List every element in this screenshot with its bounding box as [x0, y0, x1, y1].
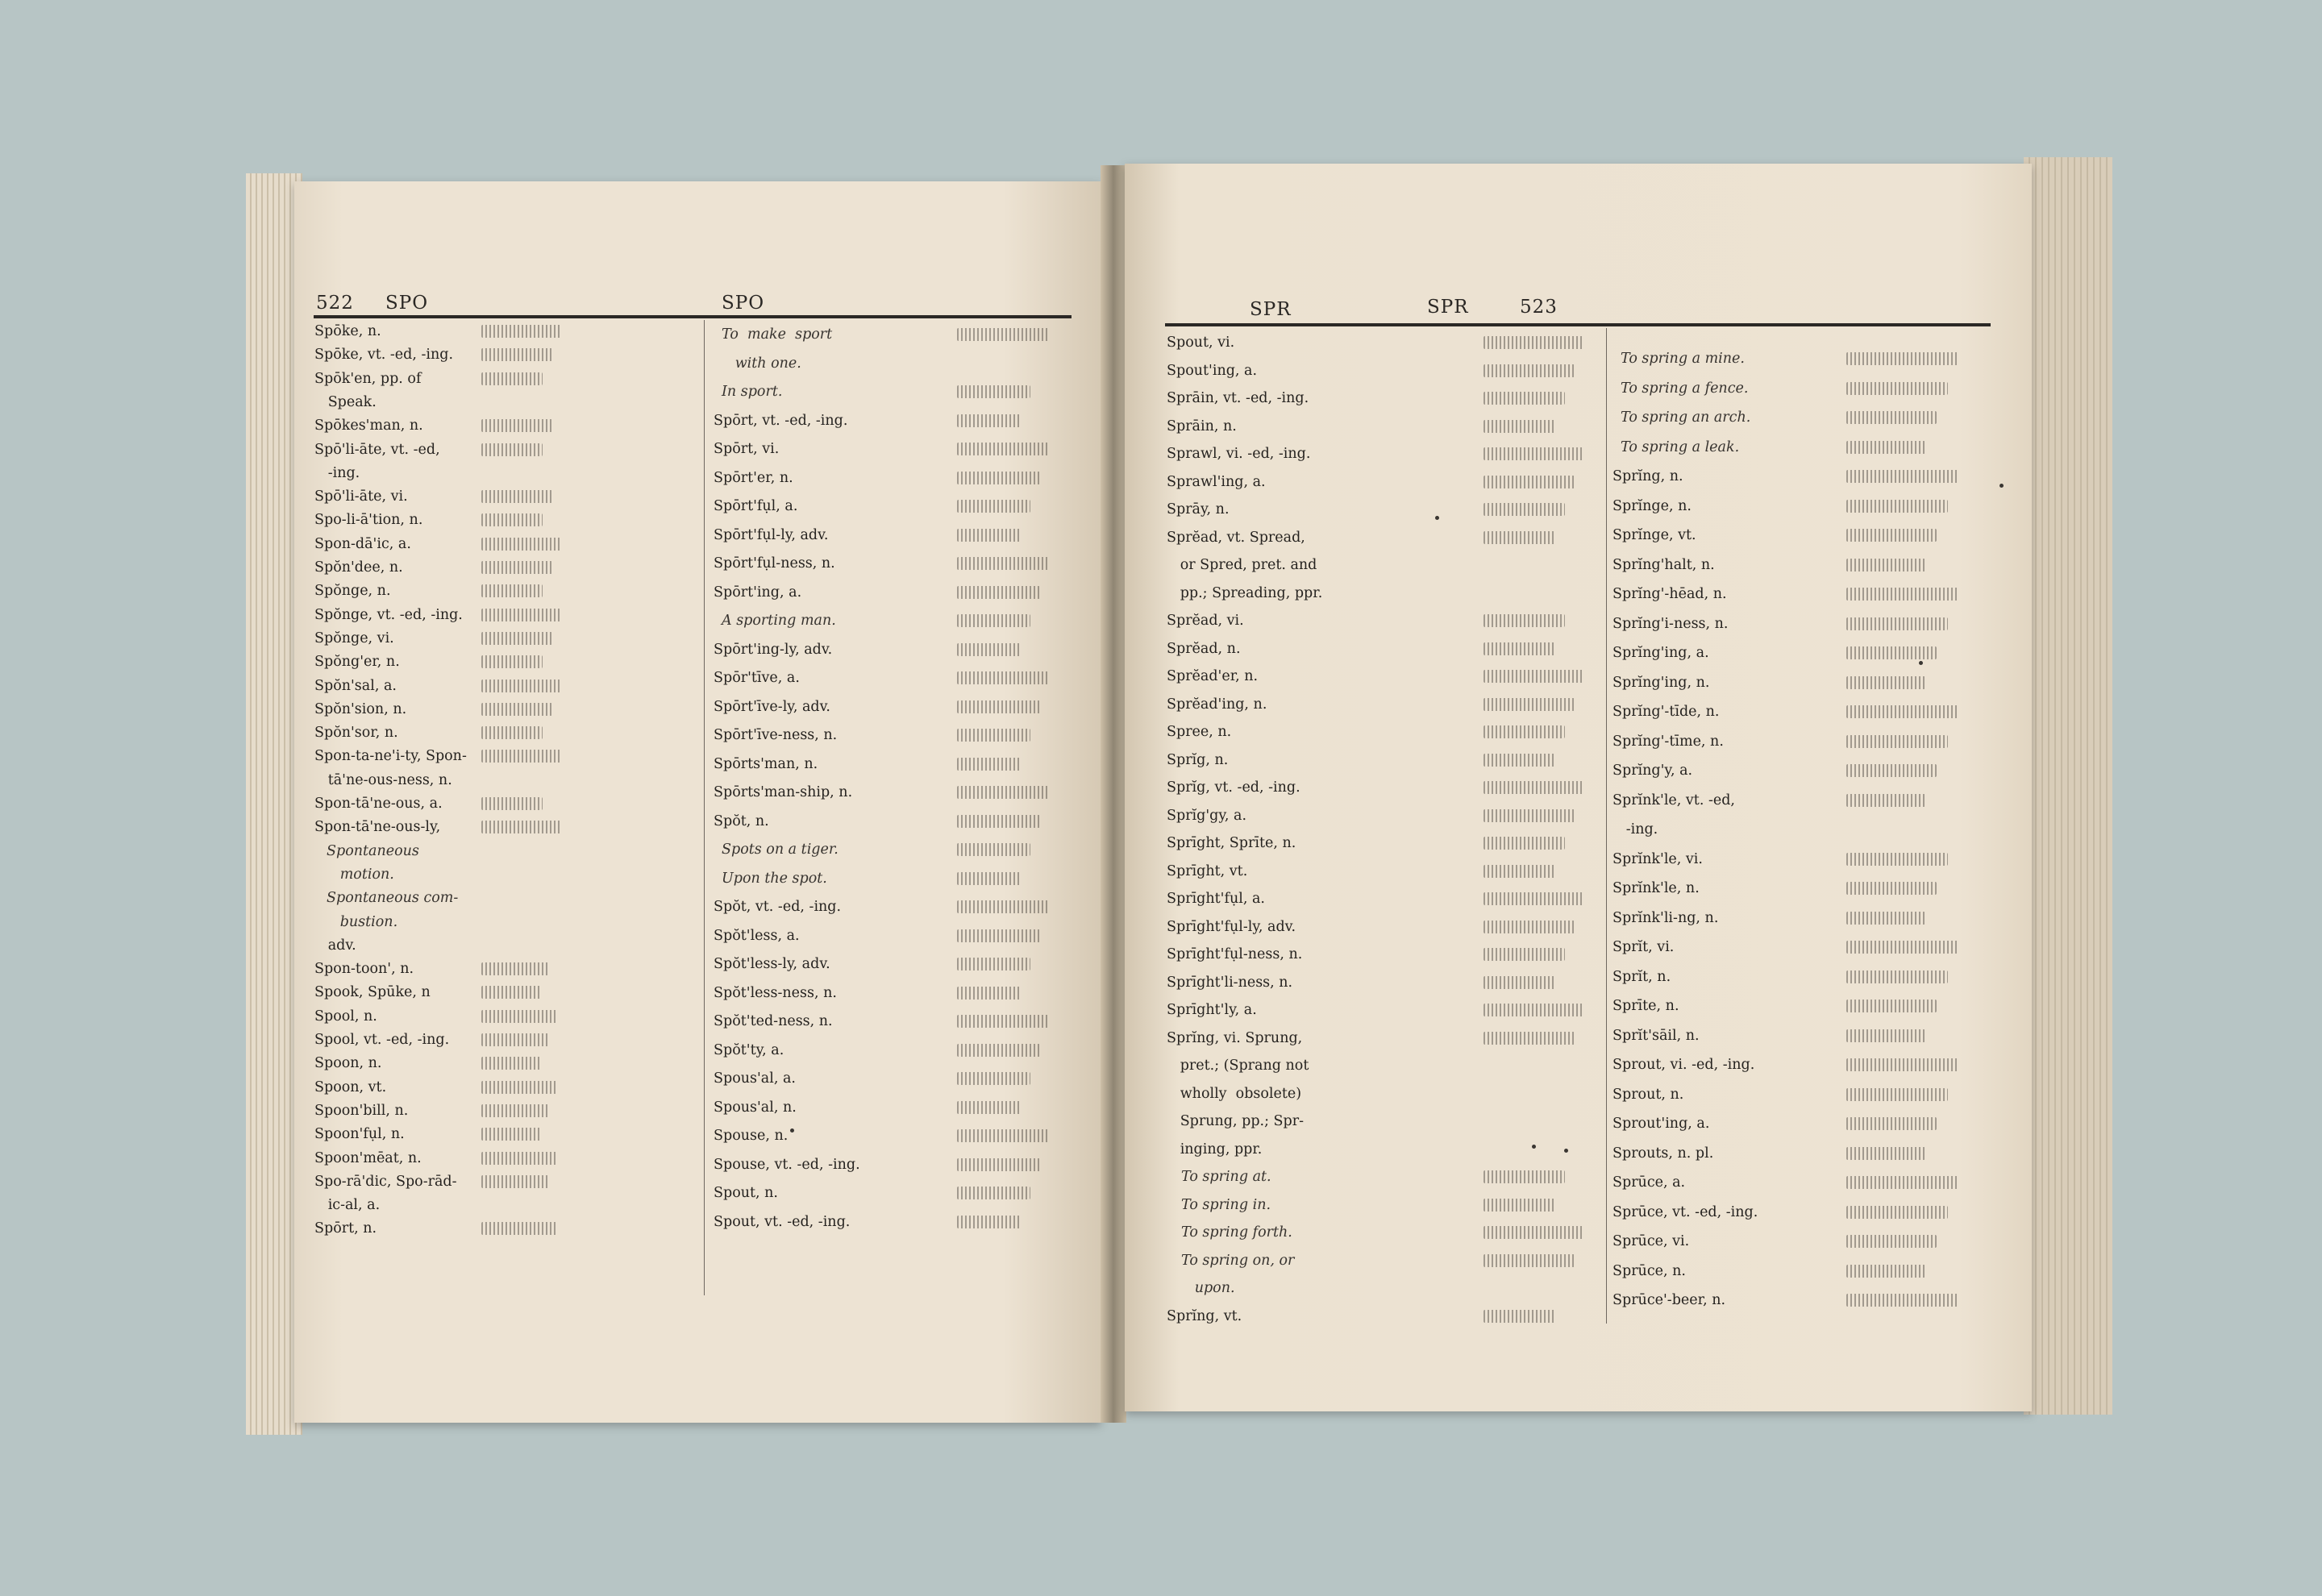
dictionary-headword: Spoon'bill, n.	[314, 1102, 409, 1119]
japanese-gloss-text	[1846, 1206, 1948, 1219]
japanese-gloss-text	[481, 1128, 542, 1141]
dictionary-headword: Spōke, n.	[314, 323, 381, 339]
japanese-gloss-text	[1846, 1088, 1948, 1101]
japanese-gloss-text	[1846, 794, 1925, 807]
dictionary-headword: Spŏn'sal, a.	[314, 677, 397, 694]
japanese-gloss-text	[957, 328, 1050, 341]
dictionary-headword: Sprĭnk'le, vt. -ed,	[1612, 792, 1735, 808]
japanese-gloss-text	[481, 325, 562, 338]
dictionary-headword: Sprĭnk'le, n.	[1612, 880, 1700, 896]
dictionary-headword: Spŏng'er, n.	[314, 654, 400, 671]
dictionary-headword: Spon-ta-ne'i-ty, Spon-	[314, 748, 467, 765]
japanese-gloss-text	[481, 680, 562, 692]
dictionary-headword: Sprĭt, n.	[1612, 968, 1671, 985]
japanese-gloss-text	[957, 500, 1030, 513]
japanese-gloss-text	[1846, 764, 1937, 777]
dictionary-headword: Sprĕad'er, n.	[1167, 668, 1259, 684]
dictionary-headword: Sprĭng, n.	[1612, 468, 1683, 484]
ink-speck	[2000, 484, 2004, 488]
example-phrase: Upon the spot.	[722, 870, 827, 887]
japanese-gloss-text	[957, 385, 1030, 398]
dictionary-headword: Spŏnge, n.	[314, 583, 391, 600]
japanese-gloss-text	[1484, 447, 1584, 460]
dictionary-headword: Sprīght'fụl, a.	[1167, 891, 1265, 907]
japanese-gloss-text	[1484, 503, 1565, 516]
dictionary-headword: Spout'ing, a.	[1167, 362, 1258, 379]
example-phrase: To spring a leak.	[1621, 438, 1740, 455]
japanese-gloss-text	[957, 1015, 1050, 1028]
japanese-gloss-text	[957, 958, 1030, 970]
japanese-gloss-text	[1846, 735, 1948, 748]
dictionary-headword: Spoon, n.	[314, 1055, 382, 1072]
example-phrase: To spring in.	[1181, 1196, 1271, 1213]
japanese-gloss-text	[957, 557, 1050, 570]
japanese-gloss-text	[957, 987, 1021, 1000]
dictionary-headword: Sprāy, n.	[1167, 501, 1230, 517]
japanese-gloss-text	[481, 962, 550, 975]
example-phrase: with one.	[722, 355, 801, 372]
ink-speck	[1435, 516, 1439, 520]
japanese-gloss-text	[1484, 725, 1565, 738]
japanese-gloss-text	[1846, 588, 1959, 601]
dictionary-headword: Sprāin, n.	[1167, 418, 1237, 434]
example-phrase: To spring forth.	[1181, 1224, 1292, 1241]
japanese-gloss-text	[481, 1222, 558, 1235]
dictionary-headword: Sprāin, vt. -ed, -ing.	[1167, 390, 1309, 406]
japanese-gloss-text	[957, 900, 1050, 913]
japanese-gloss-text	[1484, 837, 1565, 850]
japanese-gloss-text	[1846, 970, 1948, 983]
right-page	[1125, 164, 2032, 1411]
japanese-gloss-text	[1846, 705, 1959, 718]
japanese-gloss-text	[957, 586, 1040, 599]
dictionary-headword: Spree, n.	[1167, 724, 1232, 740]
japanese-gloss-text	[1846, 1294, 1959, 1307]
japanese-gloss-text	[1484, 1199, 1555, 1212]
dictionary-headword: Spon-tā'ne-ous-ly,	[314, 819, 441, 836]
japanese-gloss-text	[957, 643, 1021, 656]
japanese-gloss-text	[481, 490, 552, 503]
dictionary-headword: ic-al, a.	[314, 1197, 381, 1214]
japanese-gloss-text	[481, 1081, 558, 1094]
dictionary-headword: Spōrt, vi.	[714, 441, 780, 457]
japanese-gloss-text	[957, 1158, 1040, 1171]
dictionary-headword: Spout, vt. -ed, -ing.	[714, 1213, 851, 1230]
dictionary-headword: Sprūce, n.	[1612, 1262, 1686, 1279]
japanese-gloss-text	[1484, 892, 1584, 905]
dictionary-headword: Spŏt, n.	[714, 813, 769, 829]
dictionary-headword: Spōrt'ing, a.	[714, 584, 802, 601]
japanese-gloss-text	[957, 614, 1030, 627]
japanese-gloss-text	[481, 609, 562, 621]
dictionary-headword: Sprūce, vi.	[1612, 1233, 1690, 1249]
japanese-gloss-text	[957, 786, 1050, 799]
dictionary-headword: Sprĭnk'le, vi.	[1612, 850, 1703, 867]
japanese-gloss-text	[957, 414, 1021, 427]
japanese-gloss-text	[1846, 853, 1948, 866]
dictionary-headword: Spout, n.	[714, 1185, 778, 1201]
japanese-gloss-text	[957, 443, 1050, 455]
dictionary-headword: Speak.	[314, 393, 377, 410]
dictionary-headword: Sprūce'-beer, n.	[1612, 1292, 1726, 1308]
header-rule	[1165, 323, 1991, 326]
dictionary-headword: Sprĭg, vt. -ed, -ing.	[1167, 779, 1300, 796]
example-phrase: To make sport	[722, 326, 833, 343]
japanese-gloss-text	[1846, 1029, 1925, 1042]
dictionary-headword: Spŏnge, vt. -ed, -ing.	[314, 606, 463, 623]
header-rule	[314, 315, 1072, 318]
dictionary-headword: Spōrt'īve-ly, adv.	[714, 698, 830, 715]
japanese-gloss-text	[1846, 470, 1959, 483]
japanese-gloss-text	[1846, 617, 1948, 630]
japanese-gloss-text	[481, 703, 552, 716]
dictionary-headword: Sprĭg, n.	[1167, 751, 1229, 768]
example-phrase: motion.	[327, 866, 394, 883]
japanese-gloss-text	[481, 513, 543, 526]
japanese-gloss-text	[1846, 382, 1948, 395]
left-header-left: SPO	[385, 293, 429, 314]
dictionary-headword: Sprīght'li-ness, n.	[1167, 974, 1293, 991]
japanese-gloss-text	[481, 632, 552, 645]
japanese-gloss-text	[957, 472, 1040, 484]
dictionary-headword: Spoon'mēat, n.	[314, 1149, 422, 1166]
example-phrase: To spring a fence.	[1621, 380, 1749, 397]
example-phrase: To spring on, or	[1181, 1252, 1295, 1269]
dictionary-headword: Spous'al, a.	[714, 1070, 796, 1087]
japanese-gloss-text	[1846, 912, 1925, 925]
japanese-gloss-text	[1846, 1058, 1959, 1071]
dictionary-headword: Spōrts'man-ship, n.	[714, 784, 853, 800]
japanese-gloss-text	[1484, 781, 1584, 794]
left-header-right: SPO	[722, 293, 765, 314]
dictionary-headword: Sprīght'fụl-ness, n.	[1167, 946, 1303, 962]
japanese-gloss-text	[1484, 698, 1575, 711]
right-header-right: SPR	[1427, 297, 1469, 318]
dictionary-headword: Sprĭng'-tīme, n.	[1612, 733, 1724, 750]
ink-speck	[790, 1128, 794, 1133]
dictionary-headword: Spōrt'fụl-ness, n.	[714, 555, 835, 571]
dictionary-headword: Spo-li-ā'tion, n.	[314, 512, 423, 529]
dictionary-headword: Sprĭt, vi.	[1612, 939, 1675, 955]
japanese-gloss-text	[1484, 476, 1575, 488]
dictionary-headword: pp.; Spreading, ppr.	[1167, 584, 1323, 601]
japanese-gloss-text	[1484, 392, 1565, 405]
dictionary-headword: Sprĭt'sāil, n.	[1612, 1027, 1700, 1044]
japanese-gloss-text	[1846, 941, 1959, 954]
dictionary-headword: Spŏt'ty, a.	[714, 1041, 784, 1058]
dictionary-headword: Spōrt'fụl, a.	[714, 498, 798, 514]
example-phrase: To spring a mine.	[1621, 351, 1745, 367]
japanese-gloss-text	[957, 1072, 1030, 1085]
japanese-gloss-text	[1484, 364, 1575, 377]
dictionary-headword: Sprĭng'ing, a.	[1612, 645, 1709, 661]
dictionary-headword: -ing.	[1612, 821, 1658, 837]
dictionary-headword: Sprĭng, vi. Sprung,	[1167, 1029, 1303, 1046]
dictionary-headword: Spo-rā'dic, Spo-rād-	[314, 1173, 457, 1190]
dictionary-headword: Spŏn'sor, n.	[314, 725, 398, 742]
example-phrase: A sporting man.	[722, 613, 836, 629]
example-phrase: upon.	[1181, 1280, 1235, 1296]
dictionary-headword: Sprīght, vt.	[1167, 862, 1248, 879]
dictionary-headword: inging, ppr.	[1167, 1141, 1263, 1158]
japanese-gloss-text	[1846, 1176, 1959, 1189]
japanese-gloss-text	[957, 843, 1030, 856]
japanese-gloss-text	[481, 419, 552, 432]
japanese-gloss-text	[957, 758, 1021, 771]
dictionary-headword: wholly obsolete)	[1167, 1085, 1302, 1102]
column-separator	[1606, 328, 1607, 1324]
dictionary-headword: Spŏt, vt. -ed, -ing.	[714, 899, 842, 915]
dictionary-headword: Sprĭng, vt.	[1167, 1307, 1242, 1324]
dictionary-headword: Spŏt'less, a.	[714, 927, 800, 944]
dictionary-headword: Spŏn'dee, n.	[314, 559, 403, 576]
example-phrase: Spots on a tiger.	[722, 842, 838, 858]
japanese-gloss-text	[1484, 336, 1584, 349]
dictionary-headword: Sprĭng'-hēad, n.	[1612, 586, 1727, 602]
dictionary-headword: Sprout'ing, a.	[1612, 1116, 1710, 1132]
example-phrase: Spontaneous	[327, 842, 419, 859]
dictionary-headword: Sprĭg'gy, a.	[1167, 807, 1247, 824]
book-gutter	[1101, 165, 1126, 1423]
japanese-gloss-text	[957, 671, 1050, 684]
japanese-gloss-text	[481, 538, 562, 551]
dictionary-headword: Sprĭnge, vt.	[1612, 527, 1696, 543]
dictionary-headword: Sprīght'ly, a.	[1167, 1002, 1257, 1018]
dictionary-headword: Sprawl, vi. -ed, -ing.	[1167, 446, 1311, 462]
dictionary-headword: Spōrt'fụl-ly, adv.	[714, 526, 829, 543]
japanese-gloss-text	[1846, 646, 1937, 659]
japanese-gloss-text	[1846, 1265, 1925, 1278]
japanese-gloss-text	[481, 986, 542, 999]
japanese-gloss-text	[1846, 1117, 1937, 1130]
japanese-gloss-text	[1484, 1032, 1575, 1045]
japanese-gloss-text	[481, 443, 543, 456]
dictionary-headword: Spōke, vt. -ed, -ing.	[314, 347, 454, 364]
dictionary-headword: Sprĭng'-tīde, n.	[1612, 704, 1720, 720]
japanese-gloss-text	[481, 1010, 558, 1023]
dictionary-headword: pret.; (Sprang not	[1167, 1058, 1309, 1074]
dictionary-headword: Spōrts'man, n.	[714, 755, 818, 772]
dictionary-headword: Sprĭng'y, a.	[1612, 763, 1693, 779]
japanese-gloss-text	[1484, 1226, 1584, 1239]
dictionary-headword: Sprĭng'i-ness, n.	[1612, 615, 1729, 632]
japanese-gloss-text	[1484, 1004, 1584, 1016]
japanese-gloss-text	[1846, 882, 1937, 895]
dictionary-headword: Sprung, pp.; Spr-	[1167, 1113, 1305, 1129]
dictionary-headword: Spōkes'man, n.	[314, 418, 423, 434]
dictionary-headword: Spout, vi.	[1167, 335, 1235, 351]
japanese-gloss-text	[1846, 529, 1937, 542]
japanese-gloss-text	[1846, 1147, 1925, 1160]
dictionary-headword: Sprīte, n.	[1612, 998, 1679, 1014]
dictionary-headword: Spō'li-āte, vi.	[314, 488, 408, 505]
dictionary-headword: adv.	[314, 937, 356, 954]
japanese-gloss-text	[1484, 642, 1555, 655]
dictionary-headword: Spouse, vt. -ed, -ing.	[714, 1156, 860, 1173]
dictionary-headword: Sprout, n.	[1612, 1086, 1684, 1103]
japanese-gloss-text	[1484, 1254, 1575, 1267]
dictionary-headword: Spous'al, n.	[714, 1099, 797, 1116]
example-phrase: To spring an arch.	[1621, 409, 1751, 426]
japanese-gloss-text	[481, 797, 543, 810]
dictionary-headword: Sprout, vi. -ed, -ing.	[1612, 1057, 1755, 1073]
dictionary-headword: Sprĭnge, n.	[1612, 497, 1692, 514]
japanese-gloss-text	[1846, 1235, 1937, 1248]
dictionary-headword: Spŏn'sion, n.	[314, 700, 407, 717]
japanese-gloss-text	[1484, 809, 1575, 822]
japanese-gloss-text	[957, 815, 1040, 828]
japanese-gloss-text	[957, 1044, 1040, 1057]
japanese-gloss-text	[957, 1216, 1021, 1228]
column-separator	[704, 320, 705, 1295]
right-page-edges	[2024, 157, 2112, 1415]
dictionary-headword: Sprīght'fụl-ly, adv.	[1167, 918, 1296, 935]
japanese-gloss-text	[1846, 500, 1948, 513]
ink-speck	[1532, 1145, 1536, 1149]
dictionary-headword: Spŏt'ted-ness, n.	[714, 1013, 833, 1029]
japanese-gloss-text	[1484, 1170, 1565, 1183]
left-page	[294, 181, 1101, 1423]
right-header-left: SPR	[1250, 299, 1292, 320]
dictionary-headword: Spōrt, n.	[314, 1220, 377, 1237]
dictionary-headword: or Spred, pret. and	[1167, 557, 1317, 573]
page-number-left: 522	[316, 293, 354, 314]
japanese-gloss-text	[481, 1152, 558, 1165]
dictionary-headword: Spoon, vt.	[314, 1079, 387, 1095]
japanese-gloss-text	[1484, 921, 1575, 933]
dictionary-headword: Sprĕad, vt. Spread,	[1167, 529, 1305, 546]
dictionary-headword: Spōrt'er, n.	[714, 469, 793, 486]
japanese-gloss-text	[481, 561, 552, 574]
japanese-gloss-text	[1484, 865, 1555, 878]
japanese-gloss-text	[1484, 614, 1565, 627]
example-phrase: bustion.	[327, 913, 398, 930]
example-phrase: In sport.	[722, 384, 783, 400]
dictionary-headword: Sprūce, vt. -ed, -ing.	[1612, 1203, 1758, 1220]
dictionary-headword: Sprĕad'ing, n.	[1167, 696, 1267, 713]
open-dictionary-book	[230, 157, 2108, 1439]
japanese-gloss-text	[957, 529, 1021, 542]
japanese-gloss-text	[481, 750, 562, 763]
example-phrase: Spontaneous com-	[327, 890, 459, 907]
japanese-gloss-text	[957, 1129, 1050, 1142]
dictionary-headword: Spouse, n.	[714, 1128, 789, 1144]
japanese-gloss-text	[481, 372, 543, 385]
ink-speck	[1564, 1149, 1568, 1153]
japanese-gloss-text	[481, 1057, 542, 1070]
japanese-gloss-text	[1846, 676, 1925, 689]
japanese-gloss-text	[1484, 1310, 1555, 1323]
dictionary-headword: Sprĕad, vi.	[1167, 613, 1244, 629]
japanese-gloss-text	[957, 700, 1040, 713]
dictionary-headword: Spō'li-āte, vt. -ed,	[314, 441, 440, 458]
dictionary-headword: Sprūce, a.	[1612, 1174, 1686, 1191]
japanese-gloss-text	[1484, 948, 1565, 961]
japanese-gloss-text	[481, 726, 543, 739]
dictionary-headword: Spōrt, vt. -ed, -ing.	[714, 412, 848, 429]
japanese-gloss-text	[1484, 754, 1555, 767]
ink-speck	[1919, 661, 1923, 665]
japanese-gloss-text	[1484, 976, 1555, 989]
dictionary-headword: Sprĭnk'li-ng, n.	[1612, 909, 1719, 926]
dictionary-headword: Spŏnge, vi.	[314, 630, 394, 646]
dictionary-headword: Sprĕad, n.	[1167, 640, 1241, 657]
dictionary-headword: Spook, Spūke, n	[314, 984, 431, 1001]
dictionary-headword: Sprouts, n. pl.	[1612, 1145, 1714, 1162]
dictionary-headword: Spon-toon', n.	[314, 961, 414, 978]
japanese-gloss-text	[1484, 670, 1584, 683]
japanese-gloss-text	[1846, 352, 1959, 365]
japanese-gloss-text	[481, 1104, 550, 1117]
example-phrase: To spring at.	[1181, 1169, 1271, 1185]
dictionary-headword: Spool, vt. -ed, -ing.	[314, 1032, 450, 1048]
dictionary-headword: -ing.	[314, 464, 360, 481]
dictionary-headword: Spōrt'ing-ly, adv.	[714, 641, 833, 658]
dictionary-headword: Spōrt'īve-ness, n.	[714, 727, 838, 743]
dictionary-headword: Sprīght, Sprīte, n.	[1167, 835, 1296, 851]
japanese-gloss-text	[481, 348, 552, 361]
dictionary-headword: Spoon'fụl, n.	[314, 1126, 405, 1143]
japanese-gloss-text	[1846, 411, 1937, 424]
japanese-gloss-text	[1484, 531, 1555, 544]
dictionary-headword: Spŏt'less-ly, adv.	[714, 956, 830, 972]
japanese-gloss-text	[957, 1187, 1030, 1199]
dictionary-headword: Spōr'tīve, a.	[714, 670, 800, 686]
dictionary-headword: Sprawl'ing, a.	[1167, 473, 1266, 490]
dictionary-headword: Spon-tā'ne-ous, a.	[314, 796, 443, 812]
japanese-gloss-text	[957, 929, 1040, 942]
japanese-gloss-text	[1484, 420, 1555, 433]
japanese-gloss-text	[481, 821, 562, 833]
dictionary-headword: Spōk'en, pp. of	[314, 370, 422, 387]
japanese-gloss-text	[481, 1175, 550, 1188]
dictionary-headword: Spŏt'less-ness, n.	[714, 984, 837, 1001]
japanese-gloss-text	[957, 729, 1030, 742]
dictionary-headword: Spool, n.	[314, 1008, 377, 1025]
dictionary-headword: Sprĭng'halt, n.	[1612, 556, 1715, 573]
japanese-gloss-text	[481, 1033, 550, 1046]
dictionary-headword: tā'ne-ous-ness, n.	[314, 771, 452, 788]
japanese-gloss-text	[957, 872, 1021, 885]
japanese-gloss-text	[957, 1101, 1021, 1114]
japanese-gloss-text	[1846, 1000, 1937, 1012]
japanese-gloss-text	[1846, 441, 1925, 454]
dictionary-headword: Sprĭng'ing, n.	[1612, 674, 1710, 691]
japanese-gloss-text	[481, 584, 543, 597]
japanese-gloss-text	[1846, 559, 1925, 571]
dictionary-headword: Spon-dā'ic, a.	[314, 535, 411, 552]
japanese-gloss-text	[481, 655, 543, 668]
page-number-right: 523	[1520, 297, 1558, 318]
